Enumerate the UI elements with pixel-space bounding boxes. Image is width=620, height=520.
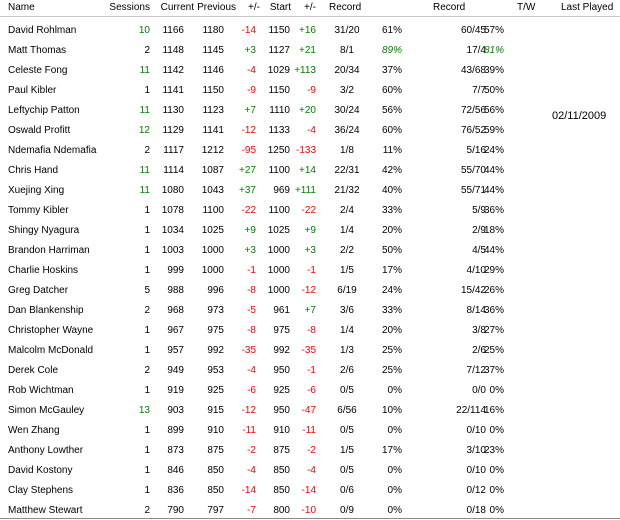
cell-pct-2: 36%: [483, 305, 504, 316]
cell-change-2: -2: [307, 445, 316, 456]
cell-change-1: -8: [247, 325, 256, 336]
cell-record-2: 0/18: [466, 505, 486, 516]
cell-current: 899: [167, 425, 184, 436]
cell-start: 950: [273, 405, 290, 416]
cell-name: Wen Zhang: [8, 425, 60, 436]
cell-previous: 875: [207, 445, 224, 456]
cell-record-1: 21/32: [334, 185, 360, 196]
cell-current: 903: [167, 405, 184, 416]
cell-start: 1000: [267, 285, 290, 296]
cell-record-2: 3/10: [466, 445, 486, 456]
cell-name: Christopher Wayne: [8, 325, 94, 336]
cell-pct-2: 0%: [489, 485, 504, 496]
cell-current: 988: [167, 285, 184, 296]
cell-start: 1029: [267, 65, 290, 76]
cell-pct-2: 59%: [483, 125, 504, 136]
header-divider: [0, 16, 620, 17]
cell-change-1: -2: [247, 445, 256, 456]
cell-sessions: 1: [144, 425, 150, 436]
cell-pct-1: 60%: [381, 125, 402, 136]
cell-sessions: 1: [144, 265, 150, 276]
cell-change-2: +14: [299, 165, 316, 176]
cell-pct-2: 27%: [483, 325, 504, 336]
cell-current: 1003: [161, 245, 184, 256]
cell-current: 1148: [162, 45, 184, 56]
cell-current: 1080: [161, 185, 184, 196]
cell-change-2: -12: [301, 285, 316, 296]
cell-record-2: 4/5: [472, 245, 486, 256]
cell-current: 790: [167, 505, 184, 516]
cell-previous: 1025: [201, 225, 224, 236]
cell-sessions: 2: [144, 145, 150, 156]
cell-record-1: 0/5: [340, 425, 354, 436]
cell-change-2: +7: [304, 305, 316, 316]
cell-name: Clay Stephens: [8, 485, 74, 496]
cell-change-1: -22: [241, 205, 256, 216]
cell-pct-1: 0%: [387, 505, 402, 516]
cell-start: 969: [273, 185, 290, 196]
cell-change-1: -5: [247, 305, 256, 316]
cell-name: Matthew Stewart: [8, 505, 83, 516]
cell-pct-1: 25%: [381, 345, 402, 356]
cell-change-2: -35: [301, 345, 316, 356]
cell-previous: 925: [207, 385, 224, 396]
cell-previous: 850: [207, 485, 224, 496]
cell-change-1: -14: [241, 485, 256, 496]
cell-sessions: 1: [144, 385, 150, 396]
header-tw: T/W: [517, 2, 536, 13]
cell-record-1: 1/4: [340, 225, 354, 236]
cell-previous: 1212: [201, 145, 224, 156]
cell-name: Tommy Kibler: [8, 205, 69, 216]
cell-previous: 1043: [201, 185, 224, 196]
cell-pct-1: 0%: [387, 485, 402, 496]
cell-previous: 1087: [201, 165, 224, 176]
cell-pct-2: 44%: [483, 165, 504, 176]
cell-record-2: 22/114: [456, 405, 486, 416]
cell-record-2: 43/68: [460, 65, 486, 76]
cell-record-2: 8/14: [466, 305, 486, 316]
cell-previous: 1145: [202, 45, 224, 56]
cell-change-2: -4: [307, 125, 316, 136]
cell-sessions: 1: [144, 465, 150, 476]
cell-previous: 975: [207, 325, 224, 336]
cell-name: Derek Cole: [8, 365, 59, 376]
cell-sessions: 12: [138, 125, 150, 136]
cell-record-1: 8/1: [340, 45, 354, 56]
cell-pct-2: 44%: [483, 245, 504, 256]
cell-record-1: 1/3: [340, 345, 354, 356]
cell-change-1: +7: [244, 105, 256, 116]
cell-sessions: 1: [144, 225, 150, 236]
cell-change-2: +9: [304, 225, 316, 236]
cell-start: 1100: [268, 165, 290, 176]
cell-record-1: 0/5: [340, 385, 354, 396]
cell-start: 1150: [268, 85, 290, 96]
cell-previous: 915: [207, 405, 224, 416]
cell-change-2: -47: [301, 405, 316, 416]
cell-start: 992: [273, 345, 290, 356]
cell-record-2: 17/4: [466, 45, 486, 56]
cell-record-1: 1/5: [340, 445, 354, 456]
cell-start: 961: [273, 305, 290, 316]
cell-change-2: -10: [301, 505, 316, 516]
cell-record-2: 0/12: [466, 485, 486, 496]
cell-sessions: 1: [144, 485, 150, 496]
cell-change-1: -6: [247, 385, 256, 396]
cell-name: Charlie Hoskins: [8, 265, 79, 276]
cell-record-1: 1/4: [340, 325, 354, 336]
cell-sessions: 2: [144, 305, 150, 316]
cell-start: 800: [273, 505, 290, 516]
cell-change-2: +111: [294, 185, 316, 196]
cell-pct-2: 36%: [483, 205, 504, 216]
header-previous: Previous: [197, 2, 236, 13]
header-sessions: Sessions: [109, 2, 150, 13]
cell-change-2: -22: [301, 205, 316, 216]
cell-start: 975: [273, 325, 290, 336]
cell-sessions: 1: [144, 85, 150, 96]
cell-current: 1166: [162, 25, 184, 36]
cell-record-1: 6/19: [337, 285, 357, 296]
cell-name: Xuejing Xing: [8, 185, 65, 196]
cell-change-2: -11: [302, 425, 316, 436]
cell-change-2: -4: [307, 465, 316, 476]
cell-change-1: -4: [247, 465, 256, 476]
cell-record-2: 0/10: [466, 425, 486, 436]
cell-sessions: 1: [144, 345, 150, 356]
cell-record-2: 2/6: [472, 345, 486, 356]
cell-previous: 1123: [202, 105, 224, 116]
cell-current: 1129: [162, 125, 184, 136]
last-played-date: 02/11/2009: [552, 110, 607, 122]
cell-previous: 1141: [202, 125, 224, 136]
cell-current: 967: [167, 325, 184, 336]
cell-record-1: 0/5: [340, 465, 354, 476]
cell-name: Leftychip Patton: [8, 105, 80, 116]
cell-pct-1: 17%: [381, 445, 402, 456]
header-career-record: Record: [433, 2, 466, 13]
header-record: Record: [329, 2, 362, 13]
cell-pct-1: 56%: [381, 105, 402, 116]
cell-start: 1127: [268, 45, 290, 56]
cell-current: 957: [167, 345, 184, 356]
cell-previous: 996: [207, 285, 224, 296]
cell-start: 925: [273, 385, 290, 396]
cell-name: Rob Wichtman: [8, 385, 74, 396]
cell-change-1: -4: [247, 65, 256, 76]
cell-pct-2: 0%: [489, 425, 504, 436]
cell-sessions: 1: [144, 325, 150, 336]
cell-change-1: -4: [247, 365, 256, 376]
cell-pct-1: 50%: [381, 245, 402, 256]
cell-change-2: -8: [307, 325, 316, 336]
cell-current: 1130: [162, 105, 184, 116]
cell-change-2: -1: [307, 265, 316, 276]
cell-pct-2: 0%: [489, 385, 504, 396]
cell-name: Chris Hand: [8, 165, 59, 176]
cell-start: 910: [273, 425, 290, 436]
cell-pct-1: 61%: [381, 25, 402, 36]
cell-record-1: 2/4: [340, 205, 354, 216]
cell-pct-1: 0%: [387, 465, 402, 476]
cell-change-1: +37: [239, 185, 256, 196]
cell-change-2: -133: [295, 145, 316, 156]
cell-pct-1: 24%: [381, 285, 402, 296]
cell-pct-2: 56%: [483, 105, 504, 116]
cell-current: 968: [167, 305, 184, 316]
cell-sessions: 1: [144, 445, 150, 456]
cell-record-2: 5/16: [466, 145, 486, 156]
cell-change-2: -14: [301, 485, 316, 496]
cell-previous: 953: [207, 365, 224, 376]
cell-change-2: -9: [307, 85, 316, 96]
cell-pct-2: 23%: [483, 445, 504, 456]
cell-sessions: 13: [138, 405, 150, 416]
cell-change-1: -8: [247, 285, 256, 296]
cell-sessions: 2: [144, 365, 150, 376]
cell-change-1: -7: [247, 505, 256, 516]
cell-record-1: 30/24: [334, 105, 360, 116]
cell-change-1: -14: [241, 25, 256, 36]
cell-start: 1150: [268, 25, 290, 36]
header-change-since-start: +/-: [304, 2, 316, 13]
cell-record-2: 4/10: [466, 265, 486, 276]
cell-record-1: 0/6: [340, 485, 354, 496]
cell-pct-1: 89%: [381, 45, 402, 56]
cell-previous: 1000: [201, 265, 224, 276]
cell-name: Matt Thomas: [8, 45, 67, 56]
cell-previous: 1146: [202, 65, 224, 76]
cell-start: 1000: [267, 245, 290, 256]
cell-pct-1: 37%: [381, 65, 402, 76]
cell-previous: 910: [207, 425, 224, 436]
cell-change-1: -12: [241, 125, 256, 136]
cell-pct-2: 29%: [483, 265, 504, 276]
cell-pct-2: 57%: [483, 25, 504, 36]
cell-pct-1: 20%: [381, 325, 402, 336]
cell-start: 1250: [267, 145, 290, 156]
cell-sessions: 11: [139, 65, 150, 76]
cell-record-2: 7/12: [466, 365, 486, 376]
cell-previous: 850: [207, 465, 224, 476]
cell-record-1: 1/8: [340, 145, 354, 156]
cell-pct-2: 26%: [483, 285, 504, 296]
cell-current: 873: [167, 445, 184, 456]
cell-change-2: +113: [294, 65, 316, 76]
bottom-divider: [0, 518, 620, 519]
cell-name: David Kostony: [8, 465, 73, 476]
cell-change-2: -6: [307, 385, 316, 396]
cell-previous: 1100: [202, 205, 224, 216]
header-last-played: Last Played: [561, 2, 614, 13]
cell-record-1: 22/31: [334, 165, 360, 176]
cell-sessions: 5: [144, 285, 150, 296]
cell-name: Malcolm McDonald: [8, 345, 94, 356]
cell-pct-1: 60%: [381, 85, 402, 96]
cell-name: Paul Kibler: [8, 85, 57, 96]
cell-pct-2: 16%: [483, 405, 504, 416]
header-change: +/-: [248, 2, 260, 13]
cell-sessions: 1: [144, 245, 150, 256]
cell-pct-1: 33%: [381, 205, 402, 216]
cell-record-2: 7/7: [472, 85, 486, 96]
cell-record-1: 3/2: [340, 85, 354, 96]
cell-name: Simon McGauley: [8, 405, 85, 416]
cell-previous: 1150: [202, 85, 224, 96]
cell-current: 949: [167, 365, 184, 376]
cell-pct-2: 24%: [483, 145, 504, 156]
cell-record-2: 3/8: [472, 325, 486, 336]
cell-start: 1133: [268, 125, 290, 136]
cell-change-2: +21: [299, 45, 316, 56]
cell-change-2: +16: [299, 25, 316, 36]
cell-start: 1100: [268, 205, 290, 216]
cell-sessions: 2: [144, 505, 150, 516]
cell-change-1: -95: [241, 145, 256, 156]
cell-pct-1: 42%: [381, 165, 402, 176]
cell-pct-2: 81%: [483, 45, 504, 56]
cell-current: 836: [167, 485, 184, 496]
cell-previous: 992: [207, 345, 224, 356]
cell-sessions: 11: [139, 165, 150, 176]
cell-sessions: 11: [139, 105, 150, 116]
header-name: Name: [8, 2, 35, 13]
cell-sessions: 10: [138, 25, 150, 36]
cell-current: 846: [167, 465, 184, 476]
cell-start: 875: [273, 445, 290, 456]
cell-start: 950: [273, 365, 290, 376]
cell-pct-1: 0%: [387, 425, 402, 436]
cell-record-1: 20/34: [334, 65, 360, 76]
cell-change-2: -1: [307, 365, 316, 376]
cell-change-1: -35: [241, 345, 256, 356]
cell-change-1: -11: [242, 425, 256, 436]
cell-pct-1: 11%: [382, 145, 402, 156]
cell-pct-1: 20%: [381, 225, 402, 236]
cell-name: Dan Blankenship: [8, 305, 84, 316]
cell-change-1: -12: [241, 405, 256, 416]
cell-previous: 797: [207, 505, 224, 516]
cell-record-2: 72/56: [460, 105, 486, 116]
cell-change-1: -9: [247, 85, 256, 96]
cell-record-2: 15/42: [460, 285, 486, 296]
cell-record-1: 6/56: [337, 405, 357, 416]
cell-record-1: 36/24: [334, 125, 360, 136]
cell-pct-1: 0%: [387, 385, 402, 396]
cell-name: Greg Datcher: [8, 285, 69, 296]
cell-record-2: 55/70: [460, 165, 486, 176]
cell-record-2: 0/0: [472, 385, 486, 396]
cell-change-1: -1: [247, 265, 256, 276]
cell-previous: 973: [207, 305, 224, 316]
cell-change-2: +20: [299, 105, 316, 116]
cell-start: 1000: [267, 265, 290, 276]
cell-pct-2: 50%: [483, 85, 504, 96]
cell-pct-2: 0%: [489, 505, 504, 516]
cell-current: 1114: [163, 165, 184, 176]
cell-record-2: 76/52: [460, 125, 486, 136]
cell-current: 1142: [162, 65, 184, 76]
cell-record-1: 1/5: [340, 265, 354, 276]
cell-record-2: 0/10: [466, 465, 486, 476]
cell-current: 1034: [161, 225, 184, 236]
cell-record-1: 2/6: [340, 365, 354, 376]
cell-change-1: +3: [244, 45, 256, 56]
cell-current: 919: [167, 385, 184, 396]
cell-record-1: 3/6: [340, 305, 354, 316]
cell-start: 1110: [269, 105, 290, 116]
cell-change-1: +27: [239, 165, 256, 176]
cell-start: 850: [273, 485, 290, 496]
cell-current: 1117: [163, 145, 184, 156]
cell-pct-1: 33%: [381, 305, 402, 316]
cell-pct-2: 37%: [483, 365, 504, 376]
cell-sessions: 2: [144, 45, 150, 56]
cell-pct-2: 44%: [483, 185, 504, 196]
cell-name: Shingy Nyagura: [8, 225, 80, 236]
cell-pct-2: 18%: [483, 225, 504, 236]
cell-previous: 1000: [201, 245, 224, 256]
cell-record-1: 0/9: [340, 505, 354, 516]
cell-name: Brandon Harriman: [8, 245, 90, 256]
cell-name: Celeste Fong: [8, 65, 68, 76]
cell-name: David Rohlman: [8, 25, 77, 36]
header-current: Current: [160, 2, 194, 13]
cell-record-2: 60/45: [460, 25, 486, 36]
cell-change-2: +3: [304, 245, 316, 256]
cell-pct-1: 25%: [381, 365, 402, 376]
cell-sessions: 1: [144, 205, 150, 216]
cell-start: 1025: [267, 225, 290, 236]
cell-record-2: 55/71: [460, 185, 486, 196]
cell-change-1: +9: [244, 225, 256, 236]
cell-pct-1: 40%: [381, 185, 402, 196]
cell-name: Anthony Lowther: [8, 445, 84, 456]
cell-current: 1078: [161, 205, 184, 216]
cell-pct-2: 39%: [483, 65, 504, 76]
cell-current: 1141: [162, 85, 184, 96]
cell-start: 850: [273, 465, 290, 476]
cell-sessions: 11: [139, 185, 150, 196]
cell-record-2: 5/9: [472, 205, 486, 216]
header-start: Start: [269, 2, 291, 13]
cell-previous: 1180: [202, 25, 224, 36]
cell-record-2: 2/9: [472, 225, 486, 236]
cell-name: Oswald Profitt: [8, 125, 71, 136]
cell-pct-2: 0%: [489, 465, 504, 476]
cell-pct-1: 10%: [381, 405, 402, 416]
cell-current: 999: [167, 265, 184, 276]
cell-change-1: +3: [244, 245, 256, 256]
cell-pct-1: 17%: [381, 265, 402, 276]
cell-record-1: 2/2: [340, 245, 354, 256]
cell-pct-2: 25%: [483, 345, 504, 356]
cell-name: Ndemafia Ndemafia: [8, 145, 97, 156]
cell-record-1: 31/20: [334, 25, 360, 36]
